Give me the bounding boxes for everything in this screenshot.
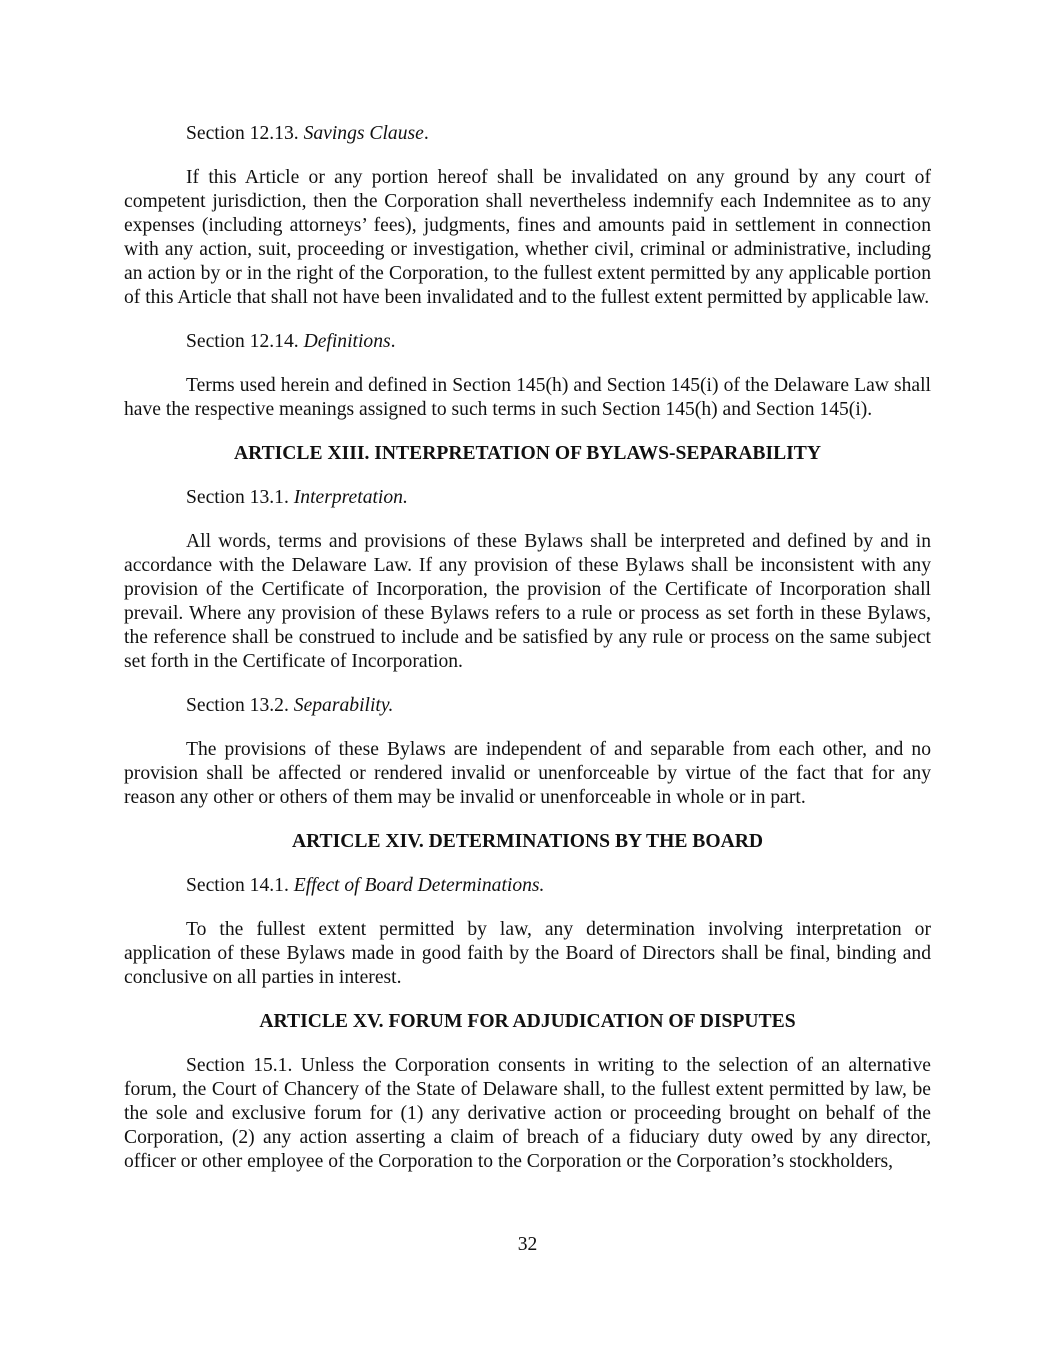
article-heading-xiii: ARTICLE XIII. INTERPRETATION OF BYLAWS-SEPARABILITY [233,443,822,464]
document-body [124,122,931,1194]
paragraph-separability: The provisions of these Bylaws are independent of and separable from each other, and no provision shall be affected or rendered invalid or unenforceable by virtue of the fact that for any reason any other or others of them may be invalid or unenforceable in whole or in part. [124,739,931,808]
section-title: Effect of Board Determinations. [293,875,545,896]
section-title: Interpretation. [293,487,408,508]
section-title: Separability. [293,695,394,716]
section-title: Definitions [303,331,391,352]
section-heading-12-13: Section 12.13. Savings Clause. [186,123,429,144]
paragraph-definitions: Terms used herein and defined in Section 145(h) and Section 145(i) of the Delaware Law shall have the respective meanings assigned to such terms in such Section 145(h) and Section 145(i). [124,375,931,420]
section-heading-13-2: Section 13.2. Separability. [186,695,394,716]
paragraph-savings-clause: If this Article or any portion hereof shall be invalidated on any ground by any court of competent jurisdiction, then the Corporation shall nevertheless indemnify each Indemnitee as to any expenses (including attorneys’ fees), judgments, fines and amounts paid in settlement in connection with any action, suit, proceeding or investigation, whether civil, criminal or administrative, including an action by or in the right of the Corporation, to the fullest extent permitted by any applicable portion of this Article that shall not have been invalidated and to the fullest extent permitted by applicable law. [124,167,931,308]
paragraph-section-15-1: Section 15.1. Unless the Corporation consents in writing to the selection of an alternative forum, the Court of Chancery of the State of Delaware shall, to the fullest extent permitted by law, be the sole and exclusive forum for (1) any derivative action or proceeding brought on behalf of the Corporation, (2) any action asserting a claim of breach of a fiduciary duty owed by any director, officer or other employee of the Corporation to the Corporation or the Corporation’s stockholders, [124,1055,931,1172]
article-heading-xv: ARTICLE XV. FORUM FOR ADJUDICATION OF DISPUTES [259,1011,796,1032]
section-heading-13-1: Section 13.1. Interpretation. [186,487,408,508]
page-number: 32 [517,1234,538,1255]
section-heading-14-1: Section 14.1. Effect of Board Determinations. [186,875,545,896]
section-title: Savings Clause [303,123,424,144]
section-heading-12-14: Section 12.14. Definitions. [186,331,396,352]
article-heading-xiv: ARTICLE XIV. DETERMINATIONS BY THE BOARD [291,831,764,852]
paragraph-interpretation: All words, terms and provisions of these Bylaws shall be interpreted and defined by and in accordance with the Delaware Law. If any provision of these Bylaws shall be inconsistent with any provision of the Certificate of Incorporation, the provision of the Certificate of Incorporation shall prevail. Where any provision of these Bylaws refers to a rule or process as set forth in these Bylaws, the reference shall be construed to include and be satisfied by any rule or process on the same subject set forth in the Certificate of Incorporation. [124,531,931,672]
paragraph-board-determinations: To the fullest extent permitted by law, any determination involving interpretation or application of these Bylaws made in good faith by the Board of Directors shall be final, binding and conclusive on all parties in interest. [124,919,931,988]
